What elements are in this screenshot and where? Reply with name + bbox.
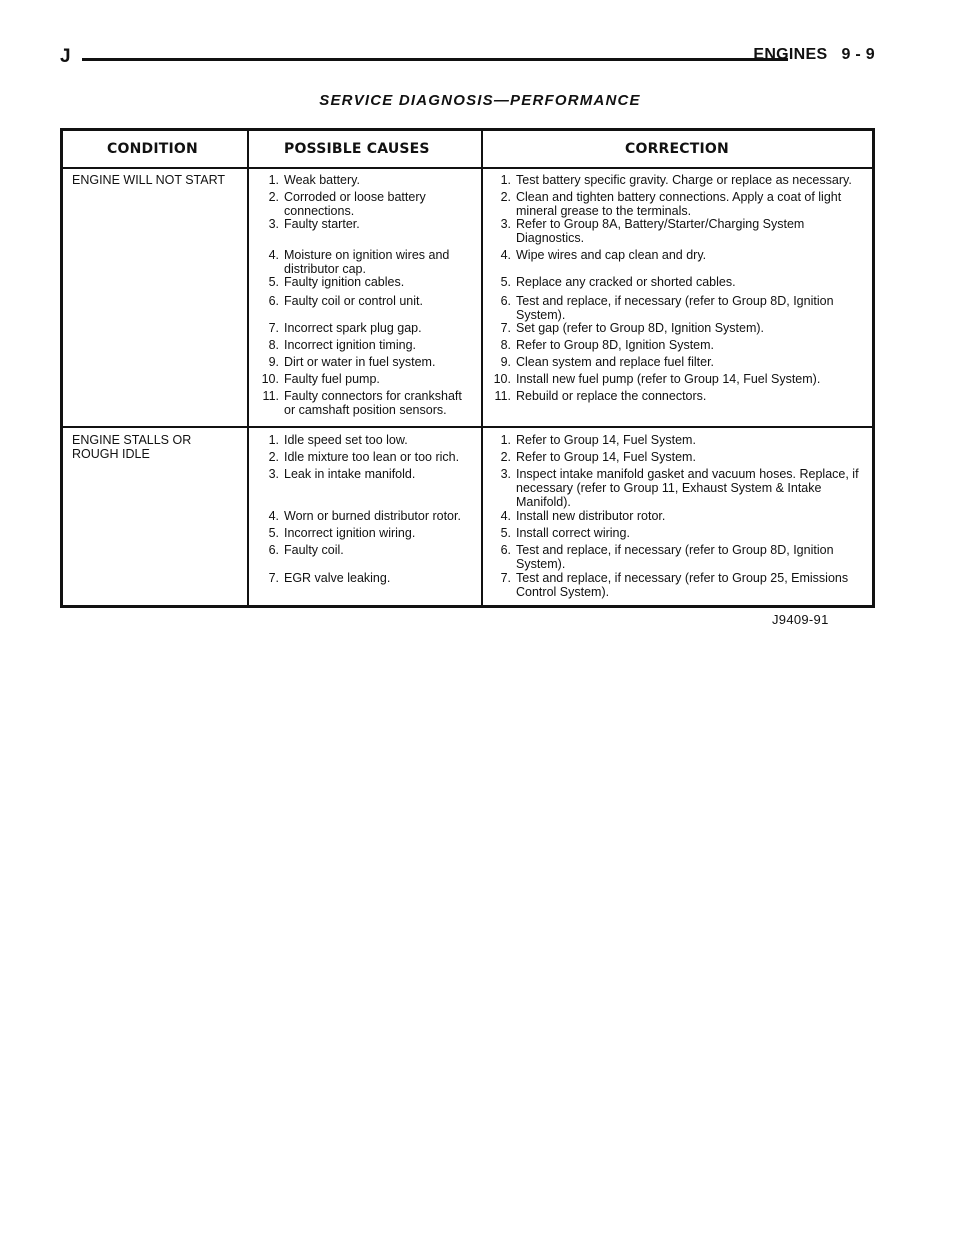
column-divider xyxy=(481,131,483,605)
possible-cause-item xyxy=(259,248,449,276)
item-number: 3. xyxy=(268,217,279,231)
item-number: 2. xyxy=(500,450,511,464)
column-header-possible-causes: POSSIBLE CAUSES xyxy=(284,141,430,157)
item-text: Diagnostics. xyxy=(516,231,585,245)
item-number: 7. xyxy=(268,321,279,335)
item-text: Faulty coil or control unit. xyxy=(284,294,423,308)
item-text: Inspect intake manifold gasket and vacuum hoses. Replace, if xyxy=(516,467,859,481)
item-text: Rebuild or replace the connectors. xyxy=(516,389,707,403)
item-number: 6. xyxy=(500,543,511,557)
condition-text: ENGINE WILL NOT START xyxy=(72,173,226,187)
item-text: System). xyxy=(516,557,566,571)
item-number: 5. xyxy=(500,526,511,540)
item-number: 10. xyxy=(493,372,511,386)
item-number: 5. xyxy=(268,526,279,540)
item-number: 6. xyxy=(500,294,511,308)
item-number: 11. xyxy=(262,389,279,403)
item-number: 7. xyxy=(500,571,511,585)
item-text: Test and replace, if necessary (refer to Group 8D, Ignition xyxy=(516,543,834,557)
item-number: 1. xyxy=(268,173,279,187)
condition-text: ENGINE STALLS OR xyxy=(72,433,192,447)
item-number: 6. xyxy=(268,543,279,557)
item-text: Idle speed set too low. xyxy=(284,433,408,447)
correction-item xyxy=(491,355,714,369)
correction-item xyxy=(491,389,706,403)
possible-cause-item xyxy=(259,173,360,187)
item-number: 1. xyxy=(268,433,279,447)
item-number: 10. xyxy=(261,372,279,386)
item-number: 4. xyxy=(268,509,279,523)
correction-item xyxy=(491,543,834,571)
correction-item xyxy=(491,248,706,262)
possible-cause-item xyxy=(259,526,415,540)
item-text: or camshaft position sensors. xyxy=(284,403,447,417)
item-text: EGR valve leaking. xyxy=(284,571,391,585)
item-text: Faulty coil. xyxy=(284,543,344,557)
item-number: 3. xyxy=(268,467,279,481)
correction-item xyxy=(491,338,714,352)
condition-cell xyxy=(72,173,225,187)
possible-cause-item xyxy=(259,275,404,289)
possible-cause-item xyxy=(259,467,415,481)
item-text: Test battery specific gravity. Charge or replace as necessary. xyxy=(516,173,852,187)
item-number: 2. xyxy=(268,190,279,204)
correction-item xyxy=(491,467,859,509)
item-text: Install correct wiring. xyxy=(516,526,630,540)
item-text: Dirt or water in fuel system. xyxy=(284,355,436,369)
item-text: Faulty connectors for crankshaft xyxy=(284,389,462,403)
item-text: Incorrect ignition timing. xyxy=(284,338,417,352)
possible-cause-item xyxy=(259,355,435,369)
item-text: Test and replace, if necessary (refer to Group 8D, Ignition xyxy=(516,294,834,308)
header-rule xyxy=(82,58,788,61)
item-number: 1. xyxy=(500,433,511,447)
possible-cause-item xyxy=(259,433,408,447)
item-number: 5. xyxy=(268,275,279,289)
item-text: Corroded or loose battery xyxy=(284,190,426,204)
correction-item xyxy=(491,372,820,386)
possible-cause-item xyxy=(259,372,380,386)
diagnosis-table xyxy=(60,128,875,608)
item-text: Incorrect spark plug gap. xyxy=(284,321,422,335)
row-divider xyxy=(63,426,872,428)
item-number: 7. xyxy=(268,571,279,585)
correction-item xyxy=(491,509,665,523)
item-text: Control System). xyxy=(516,585,610,599)
item-number: 2. xyxy=(500,190,511,204)
item-number: 5. xyxy=(500,275,511,289)
item-text: Set gap (refer to Group 8D, Ignition System). xyxy=(516,321,765,335)
correction-item xyxy=(491,275,736,289)
condition-text: ROUGH IDLE xyxy=(72,447,150,461)
item-text: Refer to Group 14, Fuel System. xyxy=(516,450,696,464)
item-text: Refer to Group 8D, Ignition System. xyxy=(516,338,715,352)
page-header xyxy=(60,44,875,74)
item-text: Test and replace, if necessary (refer to Group 25, Emissions xyxy=(516,571,849,585)
item-text: Incorrect ignition wiring. xyxy=(284,526,416,540)
item-number: 8. xyxy=(268,338,279,352)
item-text: Clean and tighten battery connections. Apply a coat of light xyxy=(516,190,842,204)
item-text: Leak in intake manifold. xyxy=(284,467,416,481)
item-number: 2. xyxy=(268,450,279,464)
item-text: Refer to Group 8A, Battery/Starter/Charging System xyxy=(516,217,805,231)
row-divider xyxy=(63,167,872,169)
correction-item xyxy=(491,450,696,464)
header-section: ENGINES xyxy=(753,46,828,63)
possible-cause-item xyxy=(259,338,416,352)
item-number: 6. xyxy=(268,294,279,308)
item-text: Wipe wires and cap clean and dry. xyxy=(516,248,707,262)
possible-cause-item xyxy=(259,190,426,218)
possible-cause-item xyxy=(259,450,459,464)
correction-item xyxy=(491,321,764,335)
item-text: Weak battery. xyxy=(284,173,360,187)
item-text: Replace any cracked or shorted cables. xyxy=(516,275,736,289)
item-text: Install new distributor rotor. xyxy=(516,509,666,523)
item-number: 9. xyxy=(500,355,511,369)
item-text: Idle mixture too lean or too rich. xyxy=(284,450,460,464)
possible-cause-item xyxy=(259,294,423,308)
item-number: 8. xyxy=(500,338,511,352)
item-number: 9. xyxy=(268,355,279,369)
item-text: Faulty fuel pump. xyxy=(284,372,380,386)
figure-id: J9409-91 xyxy=(772,612,829,627)
item-text: Moisture on ignition wires and xyxy=(284,248,450,262)
item-text: Clean system and replace fuel filter. xyxy=(516,355,715,369)
correction-item xyxy=(491,173,852,187)
possible-cause-item xyxy=(259,217,360,231)
item-text: System). xyxy=(516,308,566,322)
item-text: Faulty starter. xyxy=(284,217,360,231)
item-text: mineral grease to the terminals. xyxy=(516,204,692,218)
item-number: 11. xyxy=(494,389,511,403)
item-text: Install new fuel pump (refer to Group 14, Fuel System). xyxy=(516,372,821,386)
item-text: connections. xyxy=(284,204,355,218)
possible-cause-item xyxy=(259,571,390,585)
correction-item xyxy=(491,433,696,447)
correction-item xyxy=(491,294,834,322)
item-text: necessary (refer to Group 11, Exhaust System & Intake xyxy=(516,481,822,495)
item-number: 4. xyxy=(268,248,279,262)
item-number: 4. xyxy=(500,248,511,262)
possible-cause-item xyxy=(259,321,422,335)
item-number: 3. xyxy=(500,467,511,481)
item-number: 4. xyxy=(500,509,511,523)
item-text: Worn or burned distributor rotor. xyxy=(284,509,461,523)
correction-item xyxy=(491,526,630,540)
possible-cause-item xyxy=(259,389,462,417)
possible-cause-item xyxy=(259,509,461,523)
item-number: 3. xyxy=(500,217,511,231)
item-number: 1. xyxy=(500,173,511,187)
column-divider xyxy=(247,131,249,605)
column-header-correction: CORRECTION xyxy=(625,141,729,157)
correction-item xyxy=(491,190,841,218)
correction-item xyxy=(491,217,804,245)
item-text: distributor cap. xyxy=(284,262,366,276)
item-text: Manifold). xyxy=(516,495,571,509)
possible-cause-item xyxy=(259,543,344,557)
header-left-letter: J xyxy=(60,46,71,67)
section-title: SERVICE DIAGNOSIS—PERFORMANCE xyxy=(319,92,641,109)
item-text: Faulty ignition cables. xyxy=(284,275,405,289)
header-page-number: 9 - 9 xyxy=(841,46,875,63)
item-number: 7. xyxy=(500,321,511,335)
item-text: Refer to Group 14, Fuel System. xyxy=(516,433,696,447)
condition-cell xyxy=(72,433,191,461)
correction-item xyxy=(491,571,848,599)
column-header-condition: CONDITION xyxy=(107,141,198,157)
header-right xyxy=(753,46,875,64)
